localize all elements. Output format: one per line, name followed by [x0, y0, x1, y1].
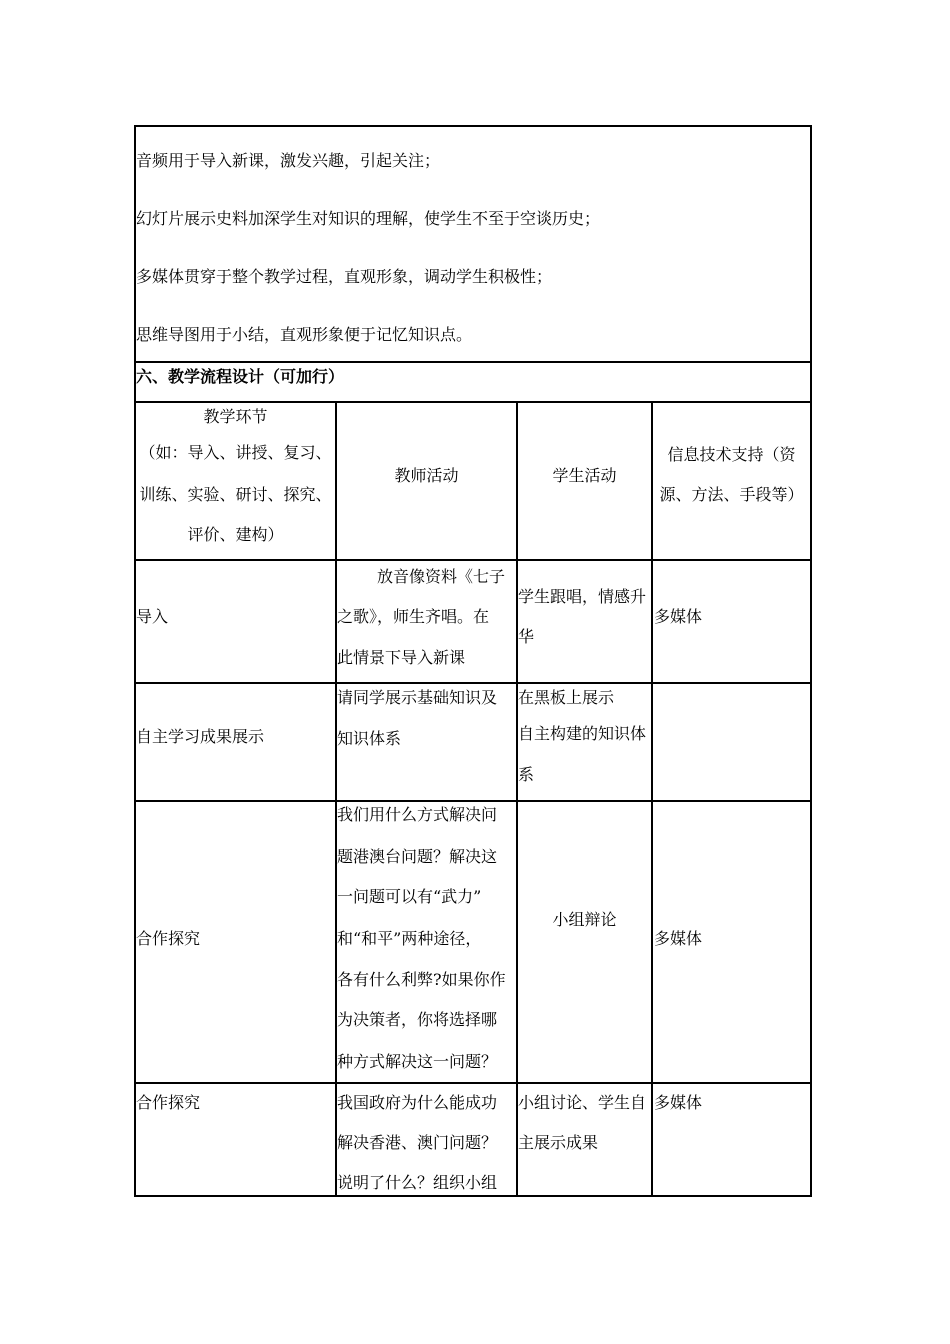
row-divider: [134, 800, 812, 802]
row-student: 华: [518, 627, 535, 646]
row-stage: 合作探究: [136, 1093, 201, 1112]
row-teacher: 和“和平”两种途径，: [337, 929, 482, 948]
row-tech: 多媒体: [654, 929, 703, 948]
row-divider: [134, 682, 812, 684]
row-divider: [134, 361, 812, 363]
row-student: 自主构建的知识体: [518, 724, 647, 743]
header-stage: 评价、建构）: [187, 525, 284, 544]
row-stage: 自主学习成果展示: [136, 727, 265, 746]
section-title: 六、教学流程设计（可加行）: [136, 367, 345, 386]
note-line: 音频用于导入新课，激发兴趣，引起关注；: [136, 151, 441, 170]
row-tech: 多媒体: [654, 1093, 703, 1112]
header-teacher: 教师活动: [394, 466, 459, 485]
header-stage: 教学环节: [203, 407, 268, 426]
row-student: 学生跟唱，情感升: [518, 587, 647, 606]
note-line: 幻灯片展示史料加深学生对知识的理解，使学生不至于空谈历史；: [136, 209, 601, 228]
row-teacher: 放音像资料《七子: [377, 567, 506, 586]
row-divider: [134, 559, 812, 561]
row-teacher: 为决策者，你将选择哪: [337, 1010, 498, 1029]
row-teacher: 请同学展示基础知识及: [337, 688, 498, 707]
row-teacher: 一问题可以有“武力”: [337, 887, 482, 906]
row-teacher: 说明了什么？组织小组: [337, 1173, 498, 1192]
row-student: 主展示成果: [518, 1133, 599, 1152]
note-line: 思维导图用于小结，直观形象便于记忆知识点。: [136, 325, 473, 344]
col-divider: [516, 402, 518, 1197]
header-tech: 信息技术支持（资: [667, 445, 796, 464]
row-teacher: 各有什么利弊?如果你作: [337, 970, 506, 989]
row-student: 在黑板上展示: [518, 688, 615, 707]
row-student: 系: [518, 765, 535, 784]
row-teacher: 知识体系: [337, 729, 402, 748]
header-student: 学生活动: [552, 466, 617, 485]
row-teacher: 之歌》，师生齐唱。在: [337, 607, 490, 626]
row-teacher: 种方式解决这一问题？: [337, 1052, 498, 1071]
row-teacher: 我国政府为什么能成功: [337, 1093, 498, 1112]
row-teacher: 我们用什么方式解决问: [337, 805, 498, 824]
row-divider: [134, 401, 812, 403]
row-stage: 合作探究: [136, 929, 201, 948]
row-divider: [134, 1082, 812, 1084]
row-student: 小组讨论、学生自: [518, 1093, 647, 1112]
row-teacher: 此情景下导入新课: [337, 648, 466, 667]
header-stage: 训练、实验、研讨、探究、: [139, 485, 332, 504]
col-divider: [651, 402, 653, 1197]
row-student: 小组辩论: [552, 910, 617, 929]
row-teacher: 解决香港、澳门问题？: [337, 1133, 498, 1152]
header-stage: （如：导入、讲授、复习、: [139, 443, 332, 462]
col-divider: [335, 402, 337, 1197]
header-tech: 源、方法、手段等）: [659, 485, 804, 504]
row-tech: 多媒体: [654, 607, 703, 626]
row-stage: 导入: [136, 607, 169, 626]
row-teacher: 题港澳台问题？解决这: [337, 847, 498, 866]
note-line: 多媒体贯穿于整个教学过程，直观形象，调动学生积极性；: [136, 267, 553, 286]
